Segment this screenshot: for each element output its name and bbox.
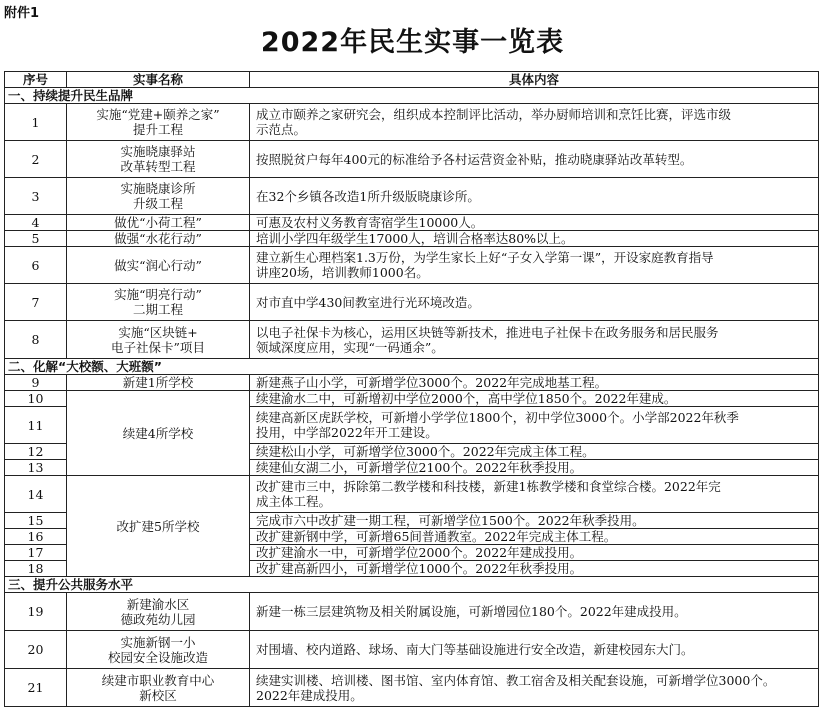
project-group-name: 续建4所学校 [67, 391, 250, 476]
project-content: 续建松山小学，可新增学位3000个。2022年完成主体工程。 [250, 444, 819, 460]
table-row [5, 215, 819, 231]
project-name [67, 104, 250, 141]
section-title: 一、持续提升民生品牌 [5, 88, 819, 104]
column-header-no: 序号 [5, 72, 67, 88]
table-row [5, 141, 819, 178]
table-row [5, 391, 819, 407]
table-row [5, 669, 819, 707]
project-content: 可惠及农村义务教育寄宿学生10000人。 [250, 215, 819, 231]
row-number: 9 [5, 375, 67, 391]
project-name-line: 实施“区块链+ [118, 324, 198, 340]
row-number: 12 [5, 444, 67, 460]
table-row [5, 231, 819, 247]
project-name [67, 593, 250, 631]
row-number: 19 [5, 593, 67, 631]
livelihood-projects-table [4, 71, 819, 707]
page-title: 2022年民生实事一览表 [260, 27, 565, 58]
column-header-content: 具体内容 [250, 72, 819, 88]
project-name: 做实“润心行动” [67, 247, 250, 284]
table-row [5, 321, 819, 359]
project-content [250, 141, 819, 178]
project-name-line: 实施晓康驿站 [120, 144, 196, 159]
table-row [5, 593, 819, 631]
table-header-row [5, 72, 819, 88]
row-number: 6 [5, 247, 67, 284]
table-row [5, 104, 819, 141]
column-header-name: 实事名称 [67, 72, 250, 88]
row-number: 11 [5, 407, 67, 444]
project-name-line: 二期工程 [132, 302, 183, 317]
project-name [67, 669, 250, 707]
project-name [67, 321, 250, 359]
content-line: 续建高新区虎跃学校，可新增小学学位1800个，初中学位3000个。小学部2022年秋季 [256, 410, 739, 425]
project-name-line: 新校区 [139, 687, 177, 703]
section-title: 三、提升公共服务水平 [5, 577, 819, 593]
table-row [5, 178, 819, 215]
row-number: 7 [5, 284, 67, 321]
project-name-line: 实施新钢一小 [120, 634, 196, 650]
project-content: 培训小学四年级学生17000人，培训合格率达80%以上。 [250, 231, 819, 247]
row-number: 13 [5, 460, 67, 476]
project-name: 做强“水花行动” [67, 231, 250, 247]
project-content [250, 178, 819, 215]
project-name-line: 新建渝水区 [126, 596, 190, 612]
project-name: 做优“小荷工程” [67, 215, 250, 231]
row-number: 5 [5, 231, 67, 247]
row-number: 15 [5, 513, 67, 529]
project-name: 新建1所学校 [67, 375, 250, 391]
content-line: 在32个乡镇各改造1所升级版晓康诊所。 [256, 188, 480, 204]
content-line: 示范点。 [256, 122, 307, 137]
row-number: 21 [5, 669, 67, 707]
table-row [5, 284, 819, 321]
project-name-line: 实施晓康诊所 [120, 181, 196, 196]
project-name-line: 校园安全设施改造 [107, 649, 208, 665]
project-name [67, 178, 250, 215]
content-line: 改扩建市三中，拆除第二教学楼和科技楼，新建1栋教学楼和食堂综合楼。2022年完 [256, 479, 721, 494]
project-name-line: 提升工程 [132, 122, 183, 137]
section-title: 二、化解“大校额、大班额” [5, 359, 819, 375]
project-content [250, 104, 819, 141]
row-number: 14 [5, 476, 67, 513]
content-line: 领域深度应用，实现“一码通余”。 [256, 339, 444, 355]
content-line: 以电子社保卡为核心，运用区块链等新技术，推进电子社保卡在政务服务和居民服务 [256, 324, 719, 340]
section-row [5, 359, 819, 375]
project-content: 对围墙、校内道路、球场、南大门等基础设施进行安全改造，新建校园东大门。 [250, 631, 819, 669]
project-name [67, 284, 250, 321]
content-line: 续建实训楼、培训楼、图书馆、室内体育馆、教工宿舍及相关配套设施，可新增学位3000个。 [256, 672, 776, 688]
project-content [250, 321, 819, 359]
project-name-line: 升级工程 [132, 196, 183, 211]
row-number: 8 [5, 321, 67, 359]
content-line: 成主体工程。 [256, 494, 332, 509]
content-line: 讲座20场，培训教师1000名。 [256, 265, 429, 280]
content-line: 成立市颐养之家研究会，组织成本控制评比活动，举办厨师培训和烹饪比赛，评选市级 [256, 107, 732, 122]
row-number: 18 [5, 561, 67, 577]
project-group-name: 改扩建5所学校 [67, 476, 250, 577]
attachment-label: 附件1 [4, 6, 40, 21]
table-row [5, 375, 819, 391]
project-name-line: 电子社保卡”项目 [111, 339, 205, 355]
project-name-line: 改革转型工程 [120, 159, 196, 174]
row-number: 10 [5, 391, 67, 407]
row-number: 20 [5, 631, 67, 669]
table-row [5, 476, 819, 513]
project-content: 续建仙女湖二小，可新增学位2100个。2022年秋季投用。 [250, 460, 819, 476]
project-content: 改扩建渝水一中，可新增学位2000个。2022年建成投用。 [250, 545, 819, 561]
project-content [250, 476, 819, 513]
project-content: 改扩建高新四小，可新增学位1000个。2022年秋季投用。 [250, 561, 819, 577]
section-row [5, 577, 819, 593]
project-content [250, 407, 819, 444]
row-number: 17 [5, 545, 67, 561]
project-name-line: 实施“明亮行动” [114, 287, 202, 302]
content-line: 投用，中学部2022年开工建设。 [256, 425, 438, 440]
content-line: 按照脱贫户每年400元的标准给予各村运营资金补贴，推动晓康驿站改革转型。 [256, 151, 693, 167]
project-content: 完成市六中改扩建一期工程，可新增学位1500个。2022年秋季投用。 [250, 513, 819, 529]
project-content: 新建一栋三层建筑物及相关附属设施，可新增园位180个。2022年建成投用。 [250, 593, 819, 631]
row-number: 1 [5, 104, 67, 141]
project-content: 新建燕子山小学，可新增学位3000个。2022年完成地基工程。 [250, 375, 819, 391]
project-content: 续建渝水二中，可新增初中学位2000个，高中学位1850个。2022年建成。 [250, 391, 819, 407]
project-name-line: 德政苑幼儿园 [120, 611, 196, 627]
row-number: 4 [5, 215, 67, 231]
row-number: 2 [5, 141, 67, 178]
content-line: 建立新生心理档案1.3万份，为学生家长上好“子女入学第一课”，开设家庭教育指导 [256, 250, 714, 265]
project-name-line: 续建市职业教育中心 [101, 672, 215, 688]
project-content: 改扩建新钢中学，可新增65间普通教室。2022年完成主体工程。 [250, 529, 819, 545]
project-name [67, 631, 250, 669]
project-content [250, 247, 819, 284]
table-row [5, 247, 819, 284]
project-content [250, 669, 819, 707]
row-number: 3 [5, 178, 67, 215]
project-content: 对市直中学430间教室进行光环境改造。 [250, 284, 819, 321]
content-line: 2022年建成投用。 [256, 687, 363, 703]
project-name [67, 141, 250, 178]
row-number: 16 [5, 529, 67, 545]
section-row [5, 88, 819, 104]
project-name-line: 实施“党建+颐养之家” [96, 107, 220, 122]
table-row [5, 631, 819, 669]
